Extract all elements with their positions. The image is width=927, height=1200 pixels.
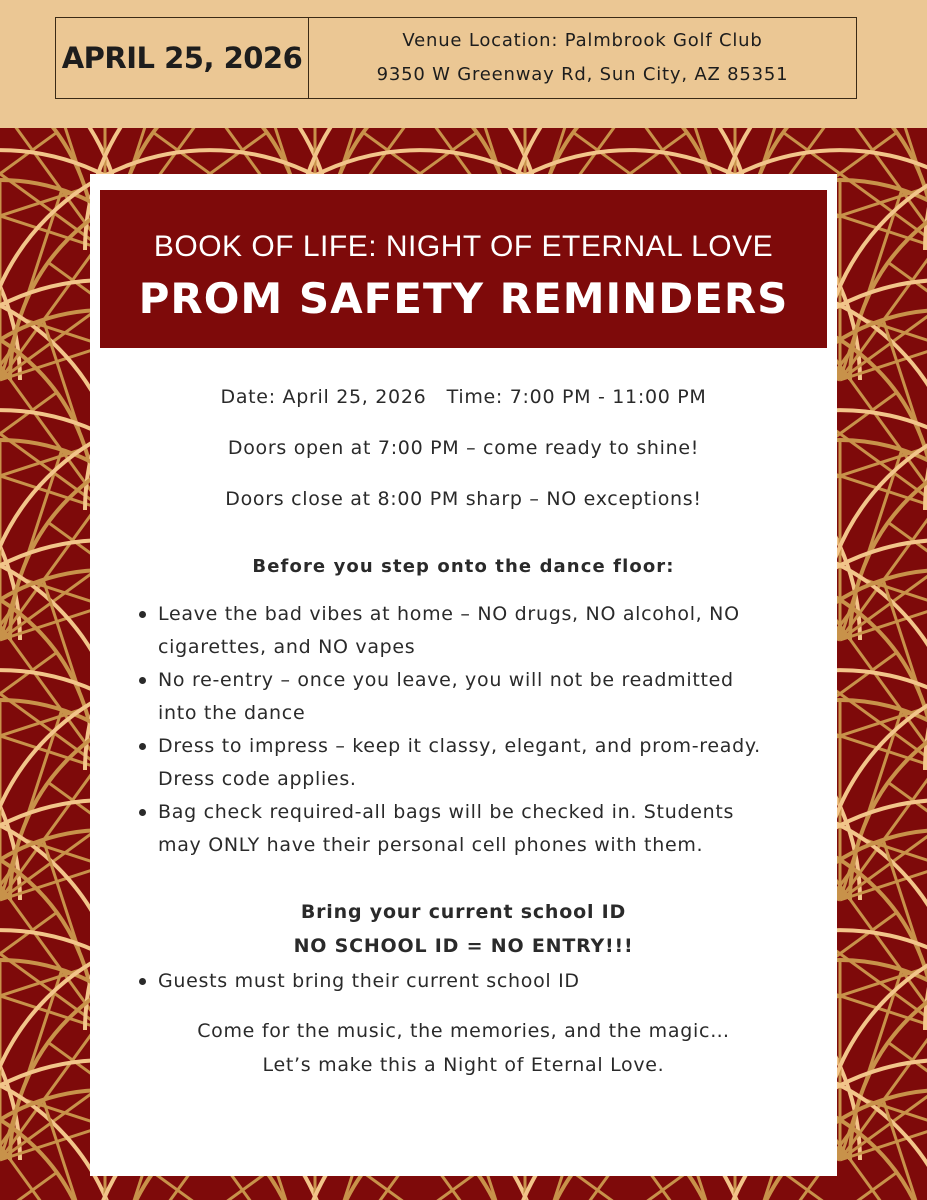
school-id-reminder: Bring your current school ID bbox=[300, 901, 627, 923]
list-item bbox=[134, 730, 774, 796]
doors-close-line: Doors close at 8:00 PM sharp – NO exceptions! bbox=[225, 488, 702, 510]
date-time-line: Date: April 25, 2026 Time: 7:00 PM - 11:00 PM bbox=[220, 386, 707, 408]
event-date: APRIL 25, 2026 bbox=[56, 18, 309, 98]
venue-address: 9350 W Greenway Rd, Sun City, AZ 85351 bbox=[376, 64, 789, 85]
list-item bbox=[134, 598, 774, 664]
doors-open-line: Doors open at 7:00 PM – come ready to shine! bbox=[227, 437, 700, 459]
list-item bbox=[134, 796, 774, 862]
header-info-box bbox=[55, 17, 857, 99]
content-card bbox=[90, 174, 837, 1176]
no-id-warning: NO SCHOOL ID = NO ENTRY!!! bbox=[293, 935, 634, 957]
bullet-dot bbox=[139, 978, 146, 985]
list-item-text: Dress to impress – keep it classy, elegant, and prom-ready. Dress code applies. bbox=[158, 735, 761, 790]
closing-line-2: Let’s make this a Night of Eternal Love. bbox=[262, 1054, 665, 1076]
list-item bbox=[134, 965, 774, 998]
venue-name: Venue Location: Palmbrook Golf Club bbox=[402, 30, 763, 51]
venue-info bbox=[309, 18, 856, 98]
bullet-dot bbox=[139, 809, 146, 816]
rules-list bbox=[134, 598, 774, 862]
rules-heading: Before you step onto the dance floor: bbox=[252, 556, 675, 577]
bullet-dot bbox=[139, 677, 146, 684]
bullet-dot bbox=[139, 743, 146, 750]
header-band bbox=[0, 0, 927, 128]
bullet-dot bbox=[139, 611, 146, 618]
list-item-text: Bag check required-all bags will be checked in. Students may ONLY have their personal cell phones with them. bbox=[158, 801, 735, 856]
list-item-text: Leave the bad vibes at home – NO drugs, NO alcohol, NO cigarettes, and NO vapes bbox=[158, 603, 740, 658]
list-item bbox=[134, 664, 774, 730]
list-item-text: No re-entry – once you leave, you will not be readmitted into the dance bbox=[158, 669, 734, 724]
event-theme-title: BOOK OF LIFE: NIGHT OF ETERNAL LOVE bbox=[153, 230, 774, 263]
page-title: PROM SAFETY REMINDERS bbox=[138, 274, 789, 323]
title-banner bbox=[100, 190, 827, 348]
list-item-text: Guests must bring their current school ID bbox=[158, 970, 580, 992]
guest-rules-list bbox=[134, 965, 774, 998]
closing-line-1: Come for the music, the memories, and the magic… bbox=[197, 1020, 730, 1042]
